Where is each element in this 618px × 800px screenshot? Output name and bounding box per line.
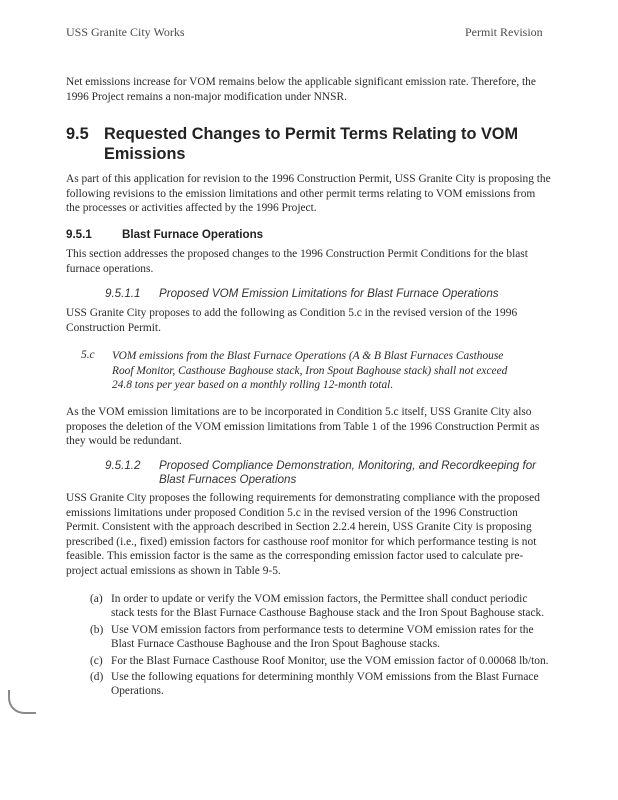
intro-paragraph: Net emissions increase for VOM remains below the applicable significant emission rate. Therefore, the 1996 Project remains a non-major modification under NNSR. [66, 76, 536, 103]
running-header-left: USS Granite City Works [66, 25, 185, 39]
section-9-5-1-2-title: Proposed Compliance Demonstration, Monitoring, and Recordkeeping for Blast Furnaces Operations [159, 459, 537, 486]
section-9-5-1-heading [66, 228, 366, 242]
list-item [90, 670, 552, 699]
running-header-right: Permit Revision [465, 25, 543, 39]
list-item-label: (b) [90, 623, 104, 636]
list-item [90, 654, 552, 668]
list-item [90, 623, 552, 652]
section-9-5-1-paragraph: This section addresses the proposed changes to the 1996 Construction Permit Conditions for the blast furnace operations. [66, 248, 528, 275]
section-9-5-number: 9.5 [66, 125, 89, 143]
section-9-5-1-2-paragraph: USS Granite City proposes the following requirements for demonstrating compliance with the proposed emissions limitations under proposed Condition 5.c in the revised version of the 1996 Construction Permit. Consistent with the approach described in Section 2.2.4 herein, USS Granite City is proposing prescribed (i.e., fixed) emission factors for casthouse roof monitor for which performance testing is not feasible. This emission factor is the same as the corresponding emission factor used to calculate pre-project actual emissions as shown in Table 9-5. [66, 492, 540, 577]
section-9-5-1-2-heading [105, 459, 560, 487]
list-item-text: Use VOM emission factors from performance tests to determine VOM emission rates for the Blast Furnace Casthouse Baghouse and the Iron Spout Baghouse stacks. [111, 623, 534, 651]
list-item [90, 592, 552, 621]
list-item-text: In order to update or verify the VOM emission factors, the Permittee shall conduct periodic stack tests for the Blast Furnace Casthouse Baghouse stack and the Iron Spout Baghouse stack. [111, 593, 545, 620]
section-9-5-1-1-title: Proposed VOM Emission Limitations for Blast Furnace Operations [159, 287, 499, 300]
section-9-5-title: Requested Changes to Permit Terms Relating to VOM Emissions [104, 125, 519, 163]
section-9-5-1-1-paragraph: USS Granite City proposes to add the following as Condition 5.c in the revised version of the 1996 Construction Permit. [66, 307, 518, 334]
section-9-5-1-number: 9.5.1 [66, 228, 92, 241]
list-item-text: Use the following equations for determining monthly VOM emissions from the Blast Furnace Operations. [111, 671, 539, 698]
section-9-5-paragraph: As part of this application for revision to the 1996 Construction Permit, USS Granite City is proposing the following revisions to the emission limitations and other permit terms relating to VOM emissions from the processes or activities affected by the 1996 Project. [66, 173, 551, 215]
section-9-5-heading [66, 124, 556, 164]
list-item-label: (c) [90, 654, 103, 667]
section-9-5-1-1-number: 9.5.1.1 [105, 287, 141, 300]
list-item-label: (a) [90, 593, 103, 605]
section-9-5-1-title: Blast Furnace Operations [122, 228, 264, 241]
section-9-5-1-1-heading [105, 287, 555, 301]
section-9-5-1-1-after-paragraph: As the VOM emission limitations are to be incorporated in Condition 5.c itself, USS Granite City also proposes the deletion of the VOM emission limitations from Table 1 of the 1996 Construction Permit as they would be redundant. [66, 406, 540, 448]
condition-label: 5.c [81, 349, 95, 361]
requirements-list [90, 592, 552, 701]
scan-mark [8, 690, 36, 714]
condition-text: VOM emissions from the Blast Furnace Operations (A & B Blast Furnaces Casthouse Roof Monitor, Casthouse Baghouse stack, Iron Spout Baghouse stack) shall not exceed 24.8 tons per year based on a monthly rolling 12-month total. [112, 350, 508, 392]
list-item-label: (d) [90, 671, 104, 684]
section-9-5-1-2-number: 9.5.1.2 [105, 459, 141, 472]
list-item-text: For the Blast Furnace Casthouse Roof Monitor, use the VOM emission factor of 0.00068 lb/ton. [111, 654, 549, 667]
